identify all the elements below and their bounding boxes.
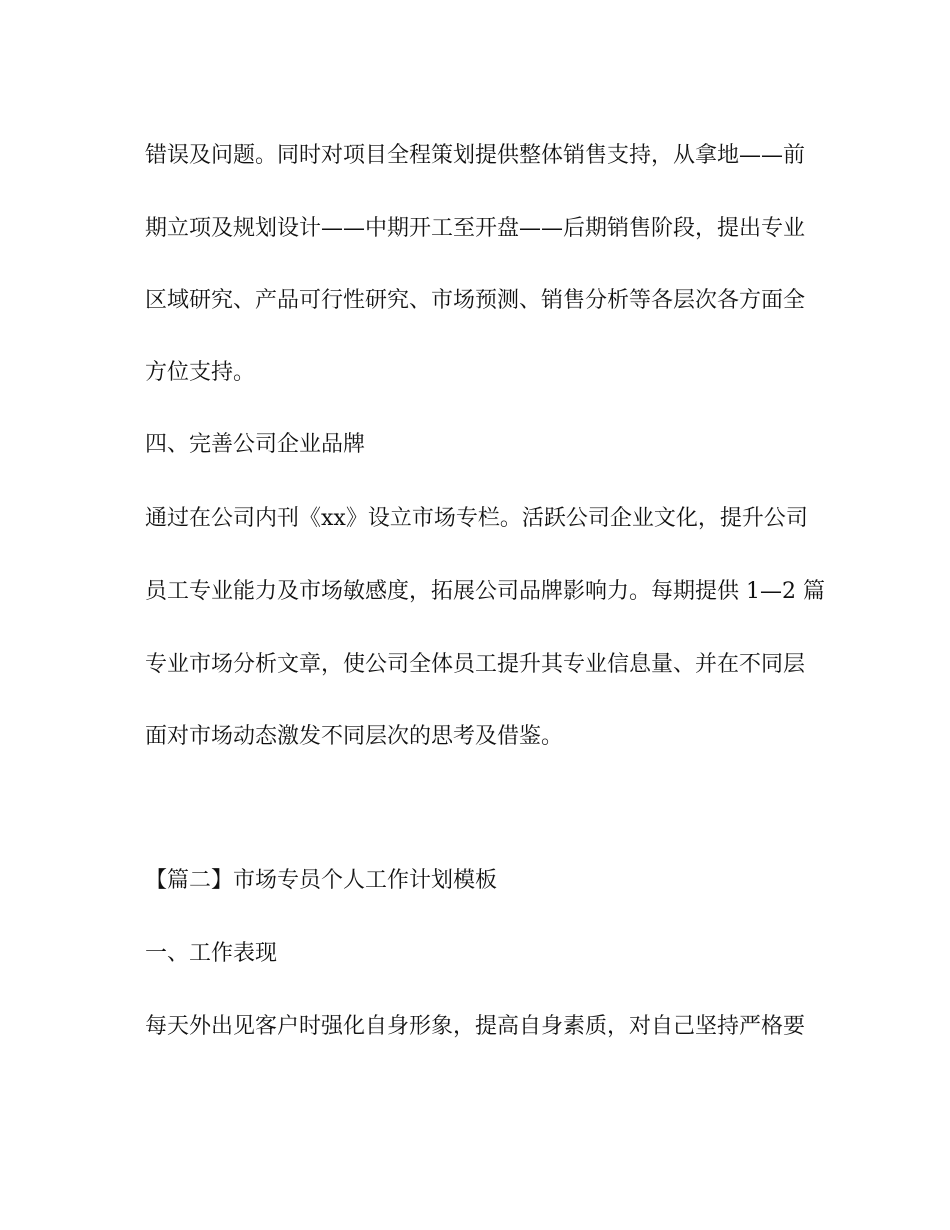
chapter-title: 【篇二】市场专员个人工作计划模板: [145, 868, 498, 893]
body-text-line: 通过在公司内刊《xx》设立市场专栏。活跃公司企业文化，提升公司: [145, 506, 808, 531]
body-text-line: 方位支持。: [145, 360, 256, 385]
body-text-line: 区域研究、产品可行性研究、市场预测、销售分析等各层次各方面全: [145, 288, 806, 313]
body-text-line: 错误及问题。同时对项目全程策划提供整体销售支持，从拿地——前: [145, 143, 806, 168]
body-text-line: 期立项及规划设计——中期开工至开盘——后期销售阶段，提出专业: [145, 216, 806, 241]
body-text-line: 面对市场动态激发不同层次的思考及借鉴。: [145, 724, 564, 749]
section-heading: 一、工作表现: [145, 941, 278, 966]
body-text-line: 专业市场分析文章，使公司全体员工提升其专业信息量、并在不同层: [145, 652, 806, 677]
body-text-line: 每天外出见客户时强化自身形象，提高自身素质，对自己坚持严格要: [145, 1014, 806, 1039]
body-text-line: 员工专业能力及市场敏感度，拓展公司品牌影响力。每期提供 1—2 篇: [145, 579, 825, 604]
section-heading: 四、完善公司企业品牌: [145, 432, 366, 457]
